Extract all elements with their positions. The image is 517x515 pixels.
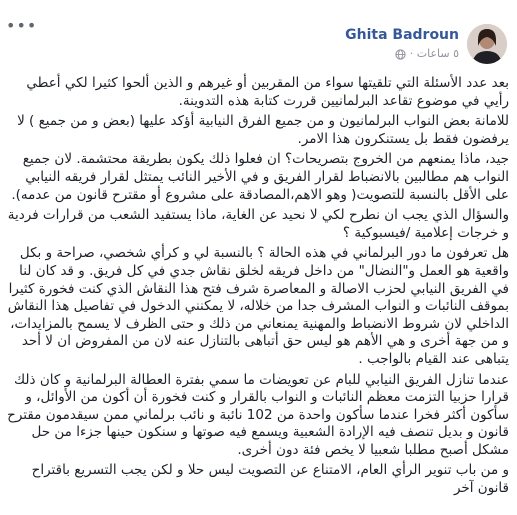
post-timestamp[interactable]: ٥ ساعات xyxy=(416,47,459,60)
post-paragraph: و من باب تنوير الرأي العام، الامتناع عن التصويت ليس حلا و لكن يجب التسريع باقتراح قانون آخر xyxy=(31,462,509,497)
globe-icon[interactable] xyxy=(395,49,406,60)
post-paragraph: بعد عدد الأسئلة التي تلقيتها سواء من المقربين أو غيرهم و الذين ألحوا كثيرا لكي أعطي رأيي في موضوع تقاعد البرلمانيين قررت كتابة هذه التدوينة. xyxy=(26,75,509,109)
separator-dot: · xyxy=(406,47,414,60)
more-options-icon[interactable]: ••• xyxy=(6,16,38,35)
post-body xyxy=(6,75,509,501)
post-paragraph: عندما تنازل الفريق النيابي للبام عن تعويضات ما سمي بفترة العطالة البرلمانية و كان ذلك قرارا حزبيا التزمت معظم النائبات و النواب بالقرار و كنت فخورة أن أكون من الأوائل، و سأكون أكثر فخرا عندما سأكون واحدة من 102 نائبة و نائب برلماني ممن سيقدمون مقترح قانون و بديل تنصف فيه الإرادة الشعبية ويسمع فيه صوتها و سنكون حينها جزءا من حل مشكل أصبح مطلبا شعبيا لا يخص فئة دون أخرى. xyxy=(7,371,509,458)
post-paragraph: هل تعرفون ما دور البرلماني في هذه الحالة ؟ بالنسبة لي و كرأي شخصي، صراحة و بكل واقعية هو العمل و"النضال" من داخل فريقه لخلق نقاش جدي في كل فريق. و قد كان لنا في الفريق النيابي لحزب الاصالة و المعاصرة شرف فتح هذا النقاش الذي كنت فخورة كثيرا بموقف النائبات و النواب المشرف جدا من خلاله، لا يمكنني الدخول في تفاصيل هذا النقاش الداخلي لان شروط الانضباط والمهنية يمنعاني من ذلك و حتى الظرف لا يسمح بالمزايدات، و من جهة أخرى و هي الأهم هو ليس حق أتباهى بالتنازل عنه لان من المفروض ان لا أحد يتباهى عند القيام بالواجب . xyxy=(7,245,509,367)
post-paragraph: والسؤال الذي يجب ان نطرح لكي لا نحيد عن الغاية، ماذا يستفيد الشعب من قرارات فردية و خرجات إعلامية /فيسبوكية ؟ xyxy=(7,207,509,241)
avatar-photo xyxy=(467,24,507,64)
post-header xyxy=(0,0,517,70)
author-name[interactable]: Ghita Badroun xyxy=(345,27,459,43)
post-paragraph: جيد، ماذا يمنعهم من الخروج بتصريحات؟ ان فعلوا ذلك يكون بطريقة محتشمة. لان جميع النواب هم مطالبين بالانضباط لقرار الفريق و في الأخير النائب يمتثل لقرار فريقه النيابي على الأقل بالنسبة للتصويت( وهو الاهم،المصادقة على مشروع أو مقترح قانون من عدمه). xyxy=(11,151,509,203)
post-paragraph: للامانة بعض النواب البرلمانيون و من جميع الفرق النيابية أؤكد عليها (بعض و من جميع ) لا يرفضون فقط بل يستنكرون هذا الامر. xyxy=(17,113,509,147)
avatar[interactable] xyxy=(467,24,507,64)
post-meta xyxy=(392,47,459,60)
